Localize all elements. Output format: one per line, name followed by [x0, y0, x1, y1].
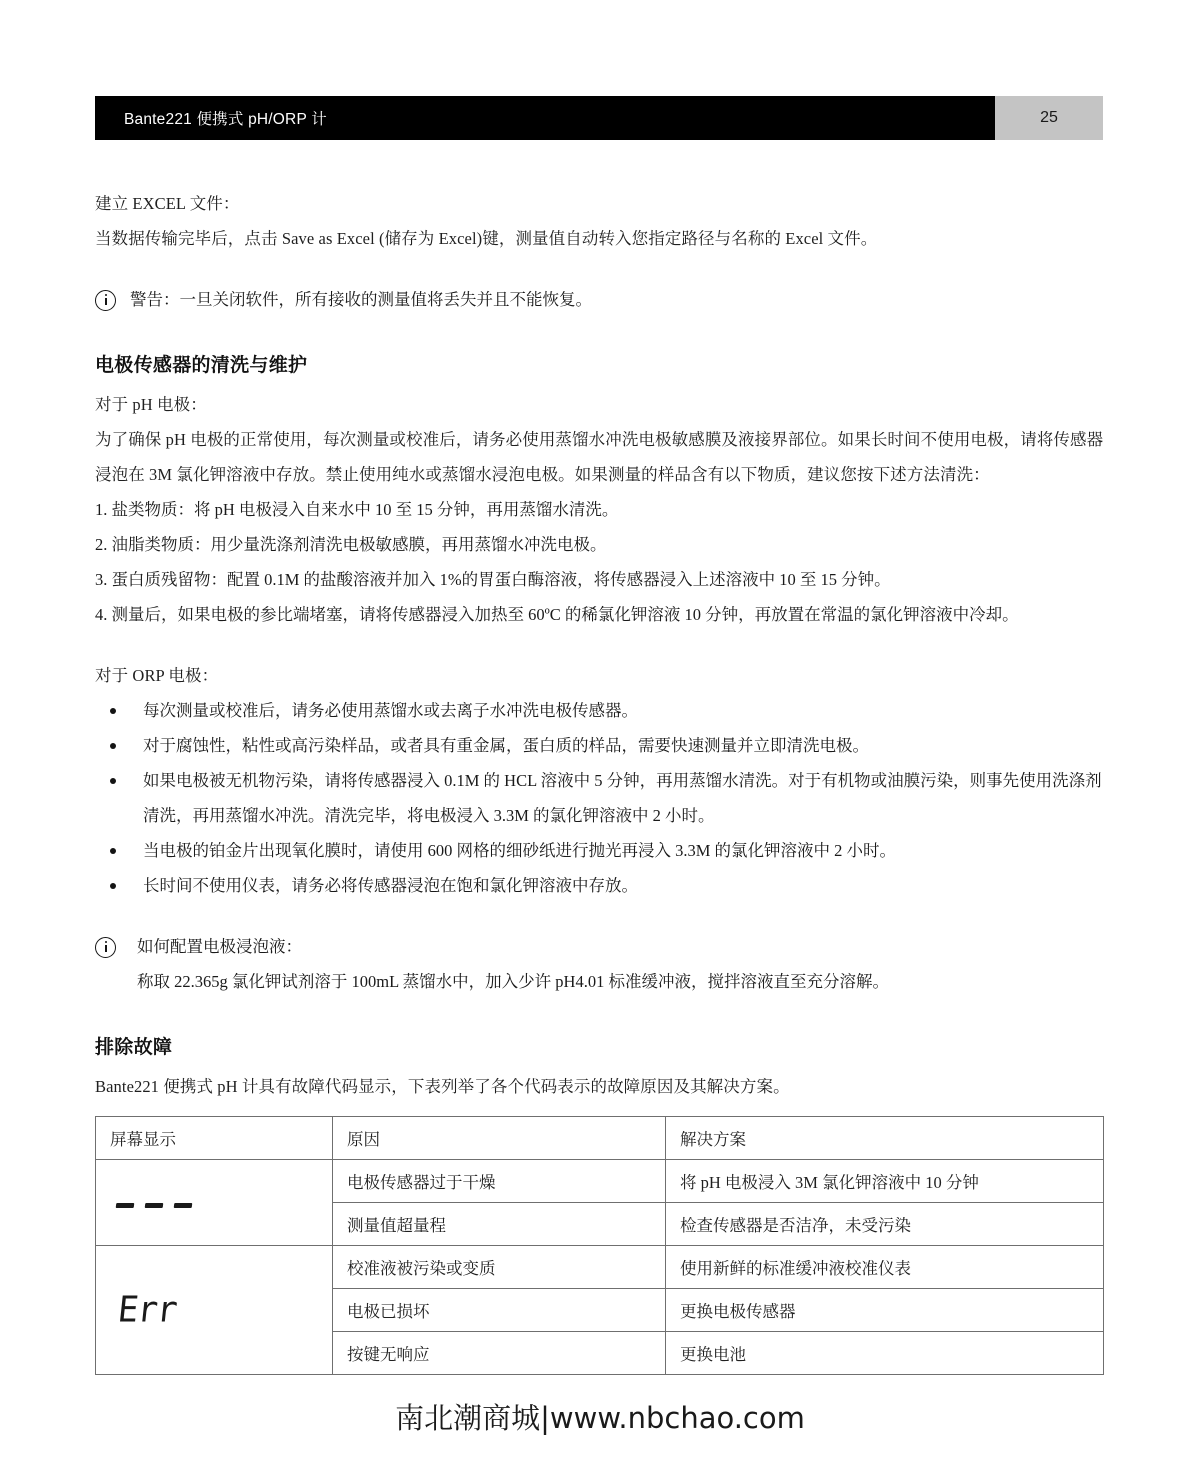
info-circle-icon	[95, 937, 116, 958]
list-item: 对于腐蚀性，粘性或高污染样品，或者具有重金属，蛋白质的样品，需要快速测量并立即清洗电极。	[95, 728, 1105, 763]
cause-cell: 电极传感器过于干燥	[333, 1160, 666, 1203]
running-header	[95, 96, 1103, 140]
troubleshooting-intro: Bante221 便携式 pH 计具有故障代码显示，下表列举了各个代码表示的故障原因及其解决方案。	[95, 1077, 790, 1096]
solution-cell: 更换电池	[666, 1332, 1104, 1375]
display-code-dashes	[96, 1160, 333, 1246]
orp-bullet-list	[95, 693, 1105, 903]
table-row	[96, 1246, 1104, 1289]
list-item: 2. 油脂类物质：用少量洗涤剂清洗电极敏感膜，再用蒸馏水冲洗电极。	[95, 535, 607, 554]
list-item: 如果电极被无机物污染，请将传感器浸入 0.1M 的 HCL 溶液中 5 分钟，再用蒸馏水清洗。对于有机物或油膜污染，则事先使用洗涤剂清洗，再用蒸馏水冲洗。清洗完毕，将电极浸入 3.3M 的氯化钾溶液中 2 小时。	[95, 763, 1105, 833]
list-item: 1. 盐类物质：将 pH 电极浸入自来水中 10 至 15 分钟，再用蒸馏水清洗。	[95, 500, 619, 519]
spacer	[95, 317, 1105, 351]
spacer	[95, 903, 1105, 929]
footer-watermark: 南北潮商城|www.nbchao.com	[395, 1401, 805, 1435]
header-title-block	[95, 96, 995, 140]
spacer	[95, 632, 1105, 658]
excel-body: 当数据传输完毕后，点击 Save as Excel (储存为 Excel)键，测量值自动转入您指定路径与名称的 Excel 文件。	[95, 229, 878, 248]
table-body	[96, 1160, 1104, 1375]
header-page-block	[995, 96, 1103, 140]
soak-note-title: 如何配置电极浸泡液：	[137, 937, 302, 956]
section-heading-maintenance: 电极传感器的清洗与维护	[95, 355, 308, 376]
list-item: 长时间不使用仪表，请务必将传感器浸泡在饱和氯化钾溶液中存放。	[95, 868, 1105, 903]
ph-subheading: 对于 pH 电极：	[95, 395, 207, 414]
lcd-err-glyph: Err	[115, 1289, 179, 1331]
table-row	[96, 1160, 1104, 1203]
column-header-cause: 原因	[333, 1117, 666, 1160]
list-item: 当电极的铂金片出现氧化膜时，请使用 600 网格的细砂纸进行抛光再浸入 3.3M 的氯化钾溶液中 2 小时。	[95, 833, 1105, 868]
cause-cell: 校准液被污染或变质	[333, 1246, 666, 1289]
display-code-err	[96, 1246, 333, 1375]
page-content	[95, 186, 1105, 1375]
warning-note-body	[130, 282, 1105, 317]
spacer	[95, 256, 1105, 282]
solution-cell: 更换电极传感器	[666, 1289, 1104, 1332]
list-item: 4. 测量后，如果电极的参比端堵塞，请将传感器浸入加热至 60ºC 的稀氯化钾溶液 10 分钟，再放置在常温的氯化钾溶液中冷却。	[95, 605, 1019, 624]
header-title: Bante221 便携式 pH/ORP 计	[124, 111, 327, 128]
solution-cell: 将 pH 电极浸入 3M 氯化钾溶液中 10 分钟	[666, 1160, 1104, 1203]
soak-solution-note	[95, 929, 1105, 999]
warning-note	[95, 282, 1105, 317]
cause-cell: 按键无响应	[333, 1332, 666, 1375]
column-header-display: 屏幕显示	[96, 1117, 333, 1160]
page-footer	[0, 1396, 1200, 1437]
warning-note-text: 警告：一旦关闭软件，所有接收的测量值将丢失并且不能恢复。	[130, 290, 592, 309]
info-circle-icon	[95, 290, 116, 311]
list-item: 3. 蛋白质残留物：配置 0.1M 的盐酸溶液并加入 1%的胃蛋白酶溶液，将传感器浸入上述溶液中 10 至 15 分钟。	[95, 570, 891, 589]
page-number: 25	[1040, 109, 1058, 126]
orp-subheading: 对于 ORP 电极：	[95, 666, 219, 685]
table-header-row	[96, 1117, 1104, 1160]
soak-note-text: 称取 22.365g 氯化钾试剂溶于 100mL 蒸馏水中，加入少许 pH4.01 标准缓冲液，搅拌溶液直至充分溶解。	[137, 972, 889, 991]
lcd-dashes-glyph	[110, 1203, 192, 1208]
excel-heading: 建立 EXCEL 文件：	[95, 194, 240, 213]
solution-cell: 使用新鲜的标准缓冲液校准仪表	[666, 1246, 1104, 1289]
ph-cleaning-steps	[95, 492, 1105, 632]
cause-cell: 电极已损坏	[333, 1289, 666, 1332]
table-header	[96, 1117, 1104, 1160]
ph-intro-paragraph: 为了确保 pH 电极的正常使用，每次测量或校准后，请务必使用蒸馏水冲洗电极敏感膜及液接界部位。如果长时间不使用电极，请将传感器浸泡在 3M 氯化钾溶液中存放。禁止使用纯水或蒸馏水浸泡电极。如果测量的样品含有以下物质，建议您按下述方法清洗：	[95, 430, 1104, 484]
troubleshooting-table	[95, 1116, 1104, 1375]
column-header-solution: 解决方案	[666, 1117, 1104, 1160]
list-item: 每次测量或校准后，请务必使用蒸馏水或去离子水冲洗电极传感器。	[95, 693, 1105, 728]
section-heading-troubleshooting: 排除故障	[95, 1037, 173, 1058]
soak-note-body	[130, 929, 1105, 999]
cause-cell: 测量值超量程	[333, 1203, 666, 1246]
solution-cell: 检查传感器是否洁净，未受污染	[666, 1203, 1104, 1246]
spacer	[95, 999, 1105, 1033]
